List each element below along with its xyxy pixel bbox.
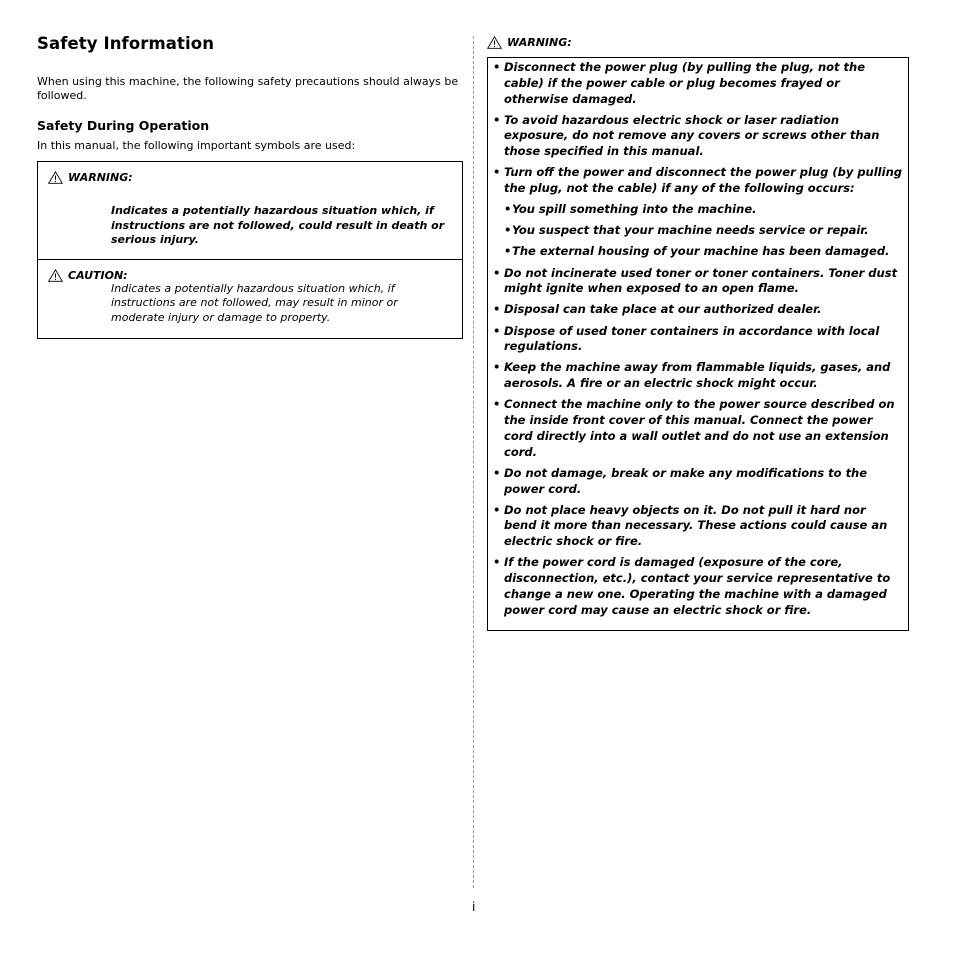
intro-text: When using this machine, the following safety precautions should always be followed. xyxy=(37,75,459,102)
list-item: • Keep the machine away from flammable liquids, gases, and aerosols. A fire or an electric shock might occur. xyxy=(493,360,891,391)
list-item: • Connect the machine only to the power source described on the inside front cover of this manual. Connect the power cord directly into a wall outlet and do not use an extension cord. xyxy=(493,397,895,459)
section-heading: Safety During Operation xyxy=(37,118,210,133)
symbols-box xyxy=(37,161,463,339)
warning-symbol-row xyxy=(38,162,462,259)
left-column xyxy=(37,34,463,339)
warning-description: Indicates a potentially hazardous situation which, if instructions are not followed, could result in death or serious injury. xyxy=(111,204,445,247)
caution-symbol-row xyxy=(38,259,462,338)
warning-label: WARNING: xyxy=(507,36,572,49)
list-item: • Do not incinerate used toner or toner containers. Toner dust might ignite when exposed to an open flame. xyxy=(493,265,898,296)
list-item: • If the power cord is damaged (exposure of the core, disconnection, etc.), contact your service representative to change a new one. Operating the machine with a damaged power cord may cause an electric shock or fire. xyxy=(493,555,891,617)
warning-triangle-icon xyxy=(48,171,63,184)
right-column xyxy=(487,36,909,631)
warning-triangle-icon xyxy=(487,36,502,49)
sub-list-item: • The external housing of your machine has been damaged. xyxy=(504,244,890,259)
list-item: • Turn off the power and disconnect the power plug (by pulling the plug, not the cable) if any of the following occurs: xyxy=(493,165,902,196)
list-item: • Do not place heavy objects on it. Do not pull it hard nor bend it more than necessary. These actions could cause an electric shock or fire. xyxy=(493,502,888,549)
list-item: • Disposal can take place at our authorized dealer. xyxy=(493,302,822,317)
caution-description: Indicates a potentially hazardous situation which, if instructions are not followed, may result in minor or moderate injury or damage to property. xyxy=(111,281,398,324)
page-title: Safety Information xyxy=(37,34,215,53)
warning-label: WARNING: xyxy=(68,171,133,184)
list-item: • Dispose of used toner containers in accordance with local regulations. xyxy=(493,323,880,354)
warning-list-box xyxy=(487,57,909,631)
list-item: • To avoid hazardous electric shock or laser radiation exposure, do not remove any covers or screws other than those specified in this manual. xyxy=(493,112,880,159)
caution-label: CAUTION: xyxy=(68,268,128,282)
caution-triangle-icon xyxy=(48,269,63,282)
list-item: • Disconnect the power plug (by pulling the plug, not the cable) if the power cable or plug becomes frayed or otherwise damaged. xyxy=(493,60,866,106)
list-item: • Do not damage, break or make any modifications to the power cord. xyxy=(493,465,868,496)
symbols-lead-text: In this manual, the following important symbols are used: xyxy=(37,139,356,152)
sub-list-item: • You suspect that your machine needs service or repair. xyxy=(504,223,869,238)
page-number: i xyxy=(472,900,476,914)
sub-list-item: • You spill something into the machine. xyxy=(504,202,757,217)
column-divider xyxy=(473,36,474,888)
